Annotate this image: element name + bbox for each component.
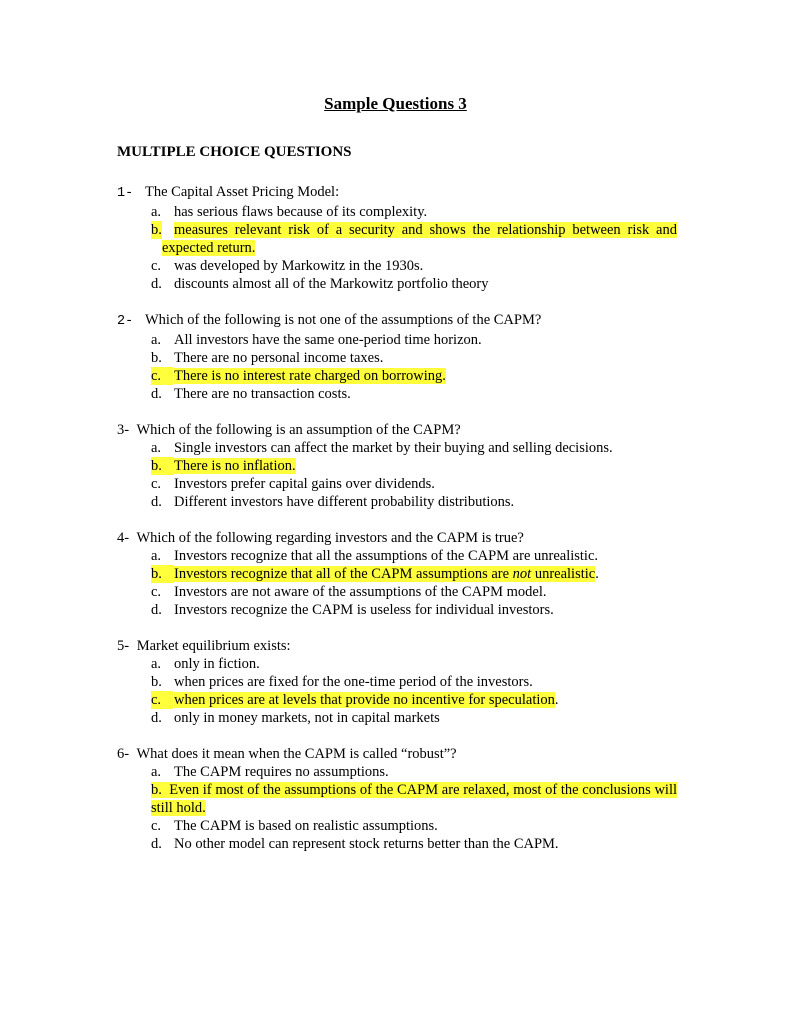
option-text (174, 566, 595, 582)
option-letter: c. (151, 818, 162, 834)
option-a (117, 547, 677, 565)
option-text: only in money markets, not in capital markets (174, 710, 440, 726)
option-letter: d. (151, 494, 162, 510)
option-text: The CAPM is based on realistic assumptions. (174, 818, 438, 834)
question-stem (117, 421, 677, 439)
option-b (117, 673, 677, 691)
option-text: There are no transaction costs. (174, 386, 351, 402)
option-c (117, 475, 677, 493)
option-trailing-period: . (554, 692, 559, 708)
option-a (117, 763, 677, 781)
option-c-answer (117, 691, 677, 709)
option-text: Different investors have different probability distributions. (174, 494, 515, 510)
option-b-answer (117, 457, 677, 475)
option-text: was developed by Markowitz in the 1930s. (174, 258, 424, 274)
option-text: Even if most of the assumptions of the CAPM are relaxed, most of the conclusions will still hold. (151, 782, 677, 816)
question-2 (117, 311, 677, 403)
option-text: discounts almost all of the Markowitz portfolio theory (174, 276, 489, 292)
question-text: Which of the following is not one of the assumptions of the CAPM? (145, 312, 542, 328)
option-letter: a. (151, 656, 162, 672)
question-stem (117, 529, 677, 547)
question-stem (117, 637, 677, 655)
option-c-answer (117, 367, 677, 385)
option-letter: a. (151, 548, 162, 564)
option-text: Investors recognize the CAPM is useless for individual investors. (174, 602, 554, 618)
question-text: What does it mean when the CAPM is called “robust”? (136, 746, 457, 762)
option-b-answer (117, 221, 677, 257)
option-letter: d. (151, 602, 162, 618)
option-a (117, 439, 677, 457)
option-a (117, 655, 677, 673)
option-letter: d. (151, 386, 162, 402)
option-b (117, 349, 677, 367)
question-number: 4- (117, 530, 130, 546)
option-d (117, 385, 677, 403)
option-letter: b. (151, 565, 174, 583)
option-letter: a. (151, 440, 162, 456)
option-text: Investors are not aware of the assumptions of the CAPM model. (174, 584, 547, 600)
option-text: The CAPM requires no assumptions. (174, 764, 389, 780)
question-1 (117, 183, 677, 293)
option-text-before: Investors recognize that all of the CAPM assumptions are (174, 566, 513, 582)
option-letter: c. (151, 476, 162, 492)
option-c (117, 583, 677, 601)
question-number: 3- (117, 422, 130, 438)
option-b-answer (117, 781, 677, 817)
option-letter: b. (151, 457, 174, 475)
question-stem (117, 183, 677, 203)
option-letter: b. (151, 222, 162, 238)
option-letter: b. (151, 674, 162, 690)
question-number: 6- (117, 746, 130, 762)
question-text: Market equilibrium exists: (136, 638, 291, 654)
question-4 (117, 529, 677, 619)
option-d (117, 709, 677, 727)
question-number: 5- (117, 638, 130, 654)
section-heading: MULTIPLE CHOICE QUESTIONS (117, 144, 352, 160)
page-title: Sample Questions 3 (324, 94, 467, 113)
question-6 (117, 745, 677, 853)
option-text: Investors prefer capital gains over dividends. (174, 476, 435, 492)
option-text: Investors recognize that all the assumptions of the CAPM are unrealistic. (174, 548, 599, 564)
option-text-emphasis: not (512, 566, 532, 582)
question-text: Which of the following regarding investors and the CAPM is true? (136, 530, 524, 546)
question-3 (117, 421, 677, 511)
option-text: Single investors can affect the market by their buying and selling decisions. (174, 440, 613, 456)
option-a (117, 331, 677, 349)
question-text: Which of the following is an assumption of the CAPM? (136, 422, 461, 438)
option-text: There are no personal income taxes. (174, 350, 384, 366)
option-b-answer (117, 565, 677, 583)
option-letter: d. (151, 710, 162, 726)
option-letter: c. (151, 691, 173, 709)
option-text: has serious flaws because of its complexity. (174, 204, 428, 220)
question-text: The Capital Asset Pricing Model: (145, 184, 340, 200)
question-number: 1- (117, 186, 134, 201)
option-text: only in fiction. (174, 656, 260, 672)
option-text: No other model can represent stock returns better than the CAPM. (174, 836, 559, 852)
question-list (117, 183, 677, 871)
option-a (117, 203, 677, 221)
option-letter: a. (151, 332, 162, 348)
option-c (117, 257, 677, 275)
option-text: There is no interest rate charged on borrowing. (174, 368, 446, 384)
option-d (117, 493, 677, 511)
option-letter: d. (151, 836, 162, 852)
option-letter: c. (151, 584, 162, 600)
option-text: when prices are at levels that provide no incentive for speculation (174, 692, 555, 708)
option-d (117, 275, 677, 293)
option-d (117, 835, 677, 853)
option-text: measures relevant risk of a security and shows the relationship between risk and expected return. (162, 222, 677, 256)
question-stem (117, 311, 677, 331)
option-letter: a. (151, 204, 162, 220)
option-letter: b. (151, 350, 162, 366)
option-letter: c. (151, 367, 173, 385)
option-d (117, 601, 677, 619)
question-stem (117, 745, 677, 763)
option-trailing-period: . (595, 566, 599, 582)
option-letter: d. (151, 276, 162, 292)
option-letter: b. (151, 782, 162, 798)
option-text: when prices are fixed for the one-time period of the investors. (174, 674, 533, 690)
option-text-after: unrealistic (531, 566, 596, 582)
option-text: There is no inflation. (174, 458, 296, 474)
option-letter: c. (151, 258, 162, 274)
option-text: All investors have the same one-period time horizon. (174, 332, 482, 348)
question-number: 2- (117, 314, 134, 329)
option-c (117, 817, 677, 835)
option-letter: a. (151, 764, 162, 780)
question-5 (117, 637, 677, 727)
